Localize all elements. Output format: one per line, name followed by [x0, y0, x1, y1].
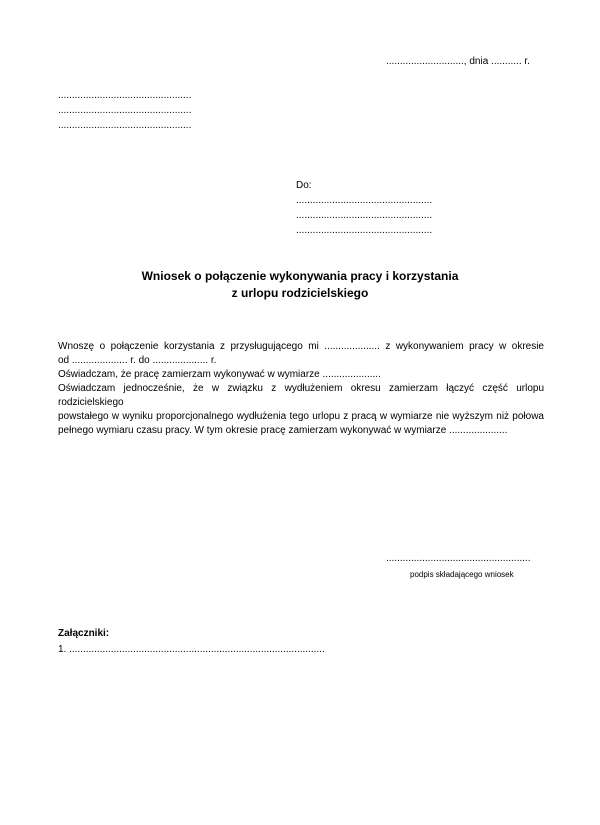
recipient-line: ................................................. [296, 225, 433, 236]
attachment-item: 1. ............................................................................................ [58, 644, 325, 655]
sender-line: ................................................ [58, 90, 192, 101]
signature-line: .................................................... [386, 553, 531, 564]
body-paragraph-1-line-2: od .................... r. do .................... r. [58, 355, 217, 366]
body-paragraph-1-line-1: Wnoszę o połączenie korzystania z przysługującego mi .................... z wykonywaniem pracy w okresie [58, 341, 544, 352]
recipient-label: Do: [296, 180, 312, 191]
document-title [0, 268, 600, 302]
signature-label: podpis składającego wniosek [410, 570, 514, 579]
recipient-block [296, 178, 432, 238]
recipient-line: ................................................. [296, 210, 433, 221]
title-line-2: z urlopu rodzicielskiego [231, 286, 369, 300]
document-body [58, 340, 544, 438]
body-paragraph-3-line-3: pełnego wymiaru czasu pracy. W tym okresie pracę zamierzam wykonywać w wymiarze ..................... [58, 425, 508, 436]
recipient-line: ................................................. [296, 195, 433, 206]
attachments-heading: Załączniki: [58, 628, 110, 639]
place-date-line: ............................, dnia ........... r. [386, 56, 530, 67]
body-paragraph-2: Oświadczam, że pracę zamierzam wykonywać w wymiarze ..................... [58, 369, 381, 380]
body-paragraph-3-line-2: powstałego w wyniku proporcjonalnego wydłużenia tego urlopu z pracą w wymiarze nie wyższym niż połowa [58, 411, 544, 422]
sender-block [58, 88, 191, 133]
sender-line: ................................................ [58, 120, 192, 131]
sender-line: ................................................ [58, 105, 192, 116]
title-line-1: Wniosek o połączenie wykonywania pracy i korzystania [141, 269, 459, 283]
body-paragraph-3-line-1: Oświadczam jednocześnie, że w związku z wydłużeniem okresu zamierzam łączyć część urlopu rodzicielskiego [58, 383, 544, 408]
